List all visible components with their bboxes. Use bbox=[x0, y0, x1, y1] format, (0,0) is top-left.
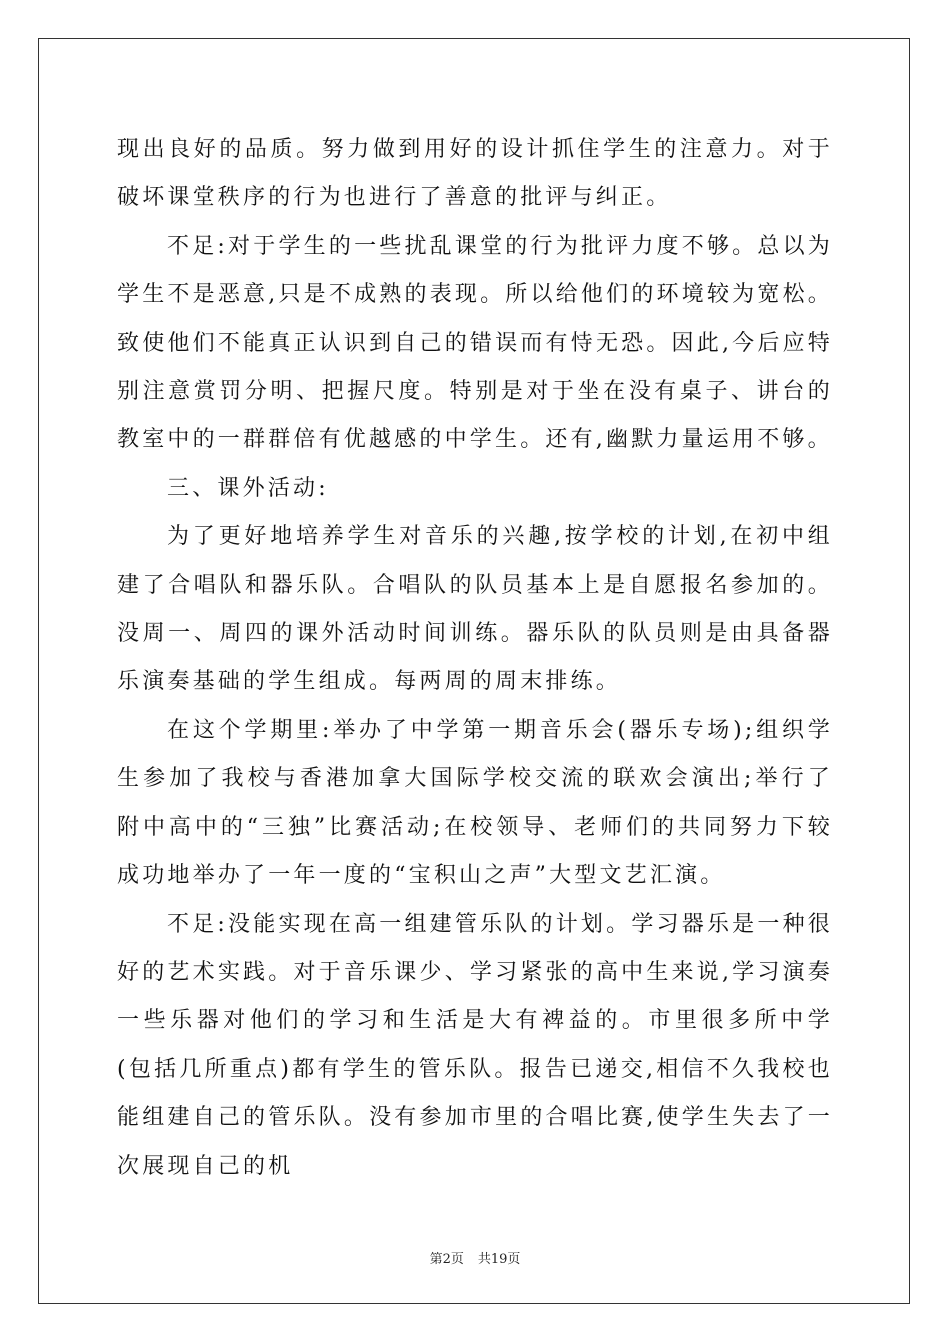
paragraph-continuation: 现出良好的品质。努力做到用好的设计抓住学生的注意力。对于破坏课堂秩序的行为也进行了善意的批评与纠正。 bbox=[117, 137, 833, 211]
document-body bbox=[117, 126, 833, 1191]
paragraph-shortcomings-1: 不足:对于学生的一些扰乱课堂的行为批评力度不够。总以为学生不是恶意,只是不成熟的表现。所以给他们的环境较为宽松。致使他们不能真正认识到自己的错误而有恃无恐。因此,今后应特别注意赏罚分明、把握尺度。特别是对于坐在没有桌子、讲台的教室中的一群群倍有优越感的中学生。还有,幽默力量运用不够。 bbox=[117, 233, 833, 453]
page-total: 共19页 bbox=[477, 1252, 521, 1267]
paragraph-shortcomings-2: 不足:没能实现在高一组建管乐队的计划。学习器乐是一种很好的艺术实践。对于音乐课少、学习紧张的高中生来说,学习演奏一些乐器对他们的学习和生活是大有裨益的。市里很多所中学(包括几所重点)都有学生的管乐队。报告已递交,相信不久我校也能组建自己的管乐队。没有参加市里的合唱比赛,使学生失去了一次展现自己的机 bbox=[117, 911, 833, 1179]
paragraph-semester-events: 在这个学期里:举办了中学第一期音乐会(器乐专场);组织学生参加了我校与香港加拿大国际学校交流的联欢会演出;举行了附中高中的“三独”比赛活动;在校领导、老师们的共同努力下较成功地举办了一年一度的“宝积山之声”大型文艺汇演。 bbox=[117, 717, 833, 889]
page-number: 第2页 bbox=[429, 1252, 464, 1267]
page-footer bbox=[0, 1248, 950, 1267]
section-heading-extracurricular: 三、课外活动: bbox=[167, 475, 329, 501]
paragraph-ensembles: 为了更好地培养学生对音乐的兴趣,按学校的计划,在初中组建了合唱队和器乐队。合唱队的队员基本上是自愿报名参加的。没周一、周四的课外活动时间训练。器乐队的队员则是由具备器乐演奏基础的学生组成。每两周的周末排练。 bbox=[117, 524, 833, 695]
